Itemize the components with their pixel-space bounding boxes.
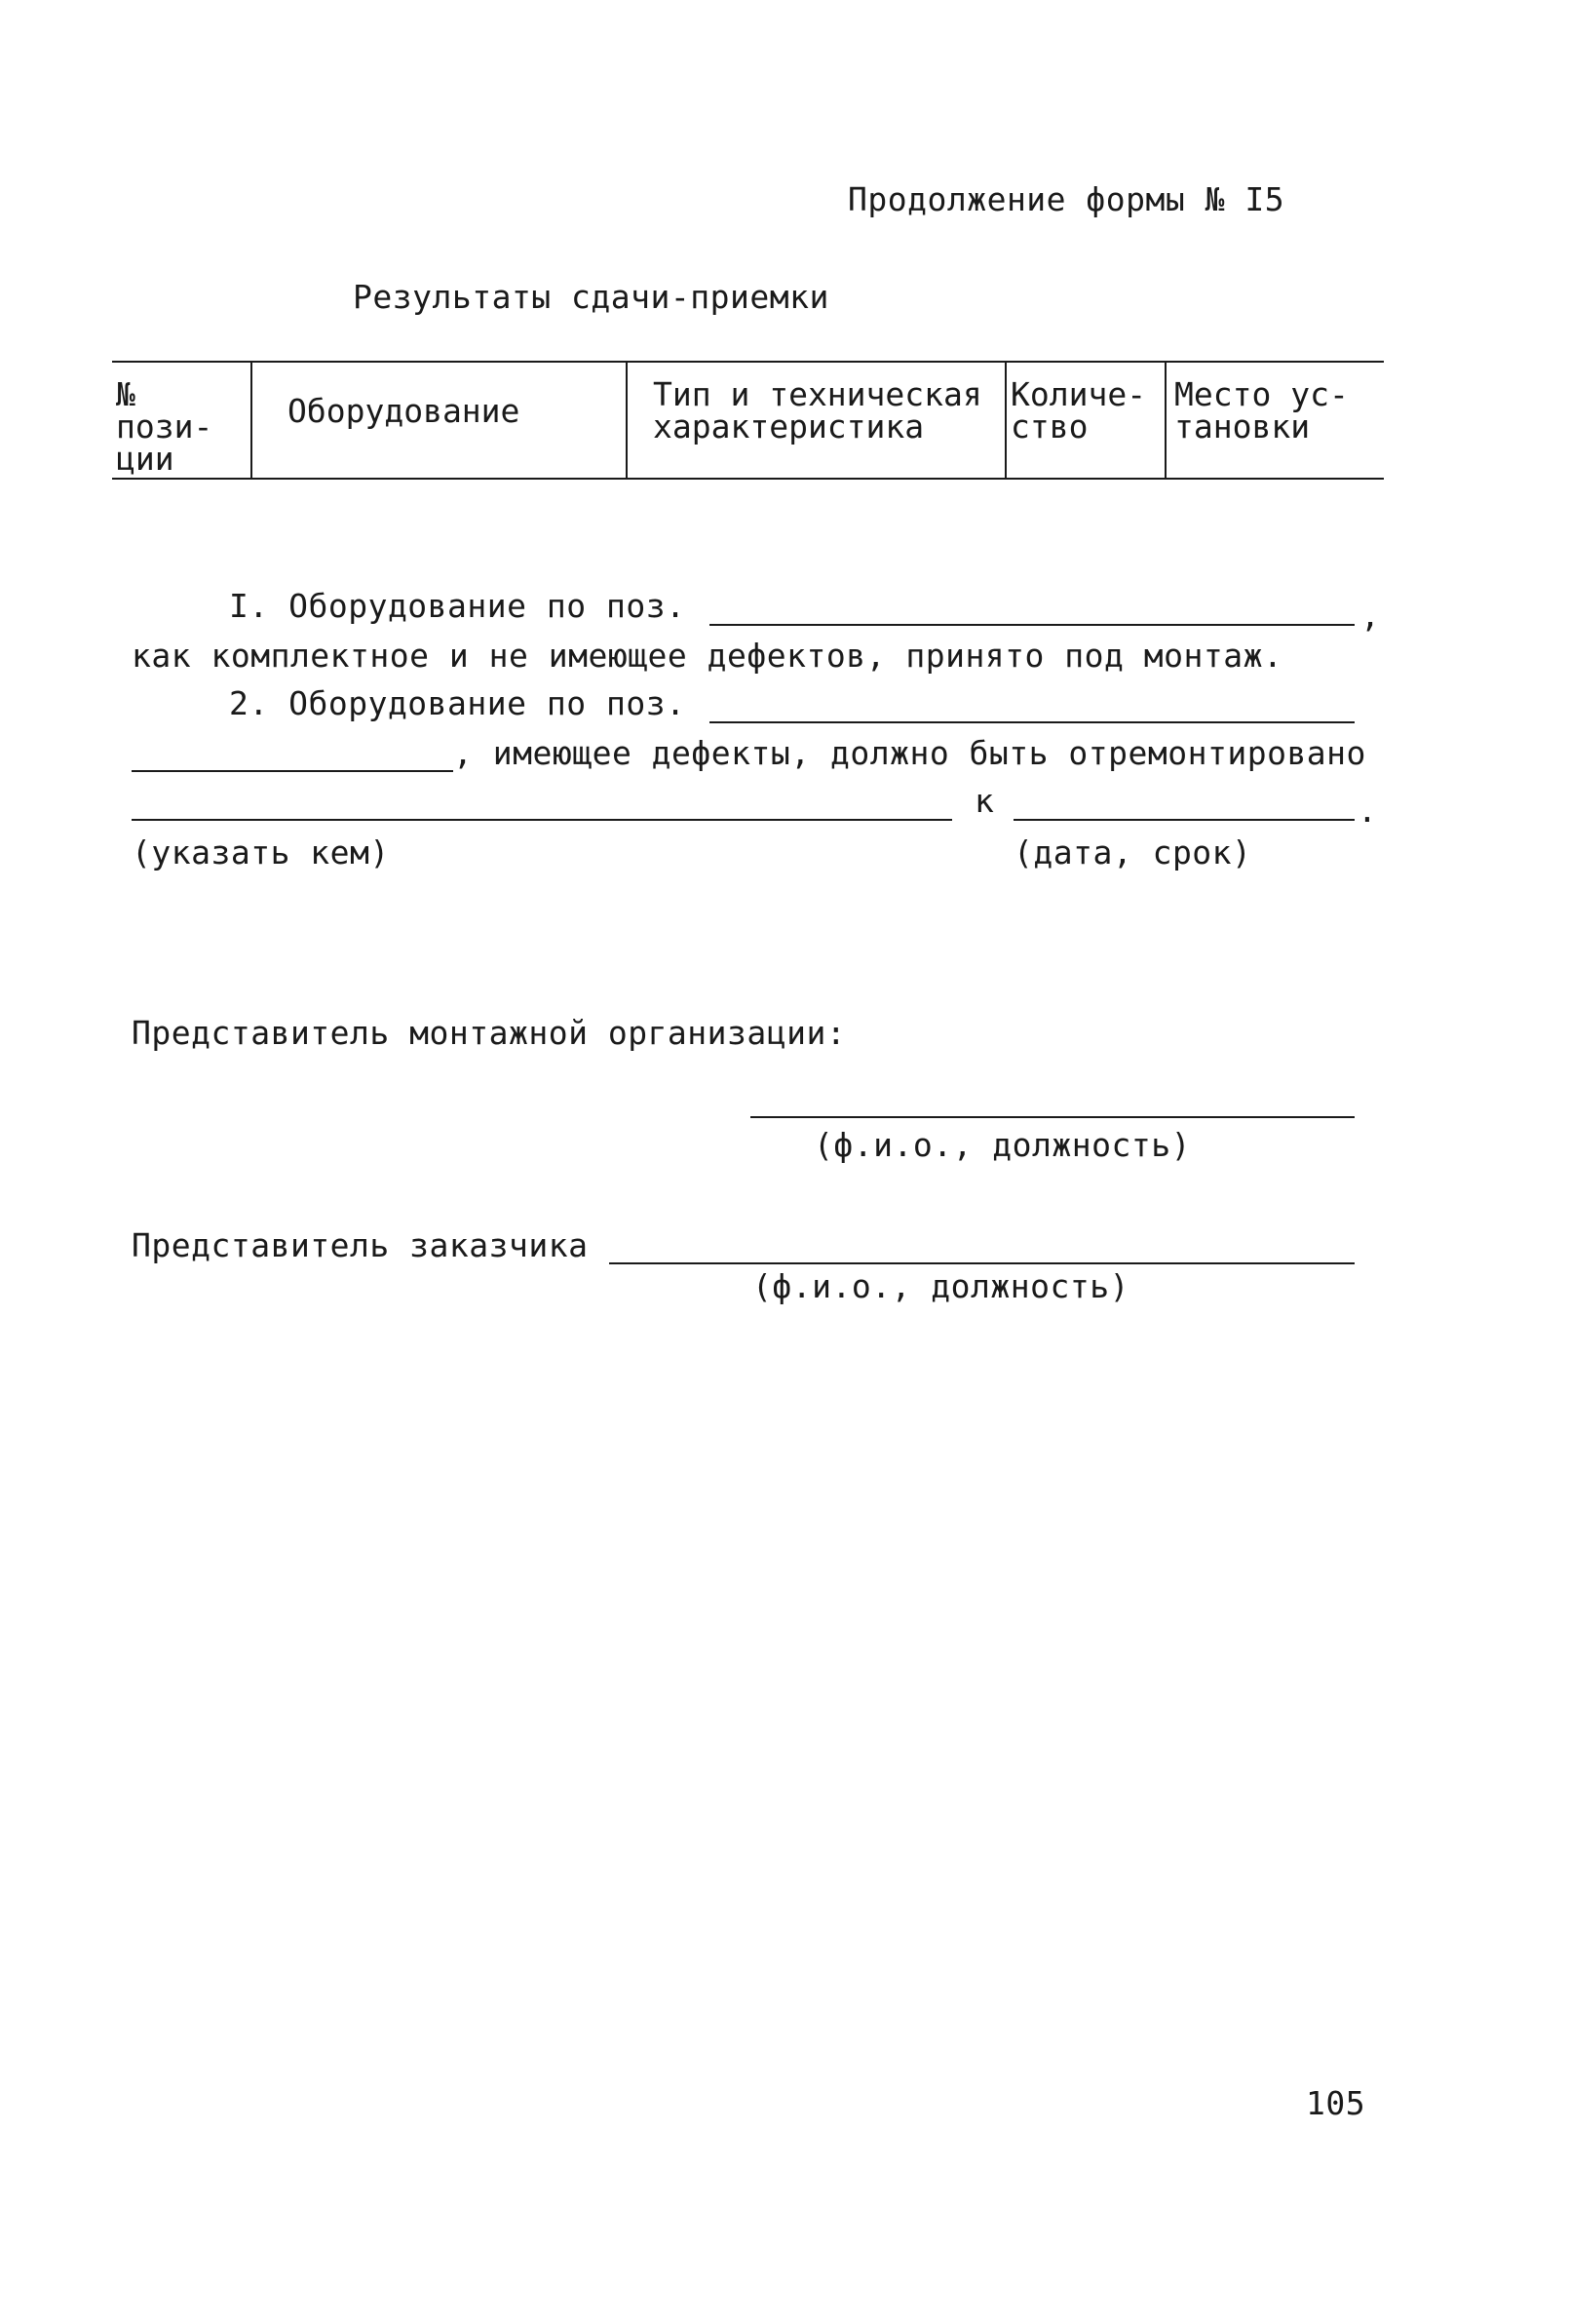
column-header-type: Тип и техническая характеристика bbox=[653, 375, 982, 445]
clause-2-who-blank[interactable] bbox=[132, 819, 952, 821]
clause-2-position-blank-continued[interactable] bbox=[132, 770, 453, 772]
customer-rep-signature-line[interactable] bbox=[609, 1262, 1355, 1264]
results-table-header bbox=[112, 361, 1384, 483]
clause-1-comma: , bbox=[1360, 597, 1381, 635]
clause-2-position-blank[interactable] bbox=[709, 721, 1355, 723]
table-divider bbox=[1165, 361, 1167, 480]
customer-rep-label: Представитель заказчика bbox=[132, 1226, 589, 1264]
clause-2-hint-date: (дата, срок) bbox=[1014, 833, 1252, 872]
table-bottom-rule bbox=[112, 478, 1384, 480]
mounting-rep-label: Представитель монтажной организации: bbox=[132, 1014, 847, 1052]
clause-1-position-blank[interactable] bbox=[709, 624, 1355, 626]
mounting-rep-signature-line[interactable] bbox=[750, 1116, 1355, 1118]
clause-2-date-blank[interactable] bbox=[1014, 819, 1355, 821]
clause-2-hint-who: (указать кем) bbox=[132, 833, 390, 872]
table-top-rule bbox=[112, 361, 1384, 363]
clause-2-line-1: 2. Оборудование по поз. bbox=[229, 684, 686, 722]
column-header-location: Место ус- тановки bbox=[1174, 375, 1349, 445]
continuation-label: Продолжение формы № I5 bbox=[848, 180, 1285, 218]
mounting-rep-hint: (ф.и.о., должность) bbox=[814, 1126, 1191, 1164]
section-title: Результаты сдачи-приемки bbox=[353, 278, 829, 316]
customer-rep-hint: (ф.и.о., должность) bbox=[752, 1267, 1129, 1305]
clause-2-k: к bbox=[975, 782, 995, 820]
clause-2-line-2: , имеющее дефекты, должно быть отремонтировано bbox=[453, 734, 1366, 772]
page-number: 105 bbox=[1306, 2084, 1366, 2122]
table-divider bbox=[626, 361, 628, 480]
table-divider bbox=[1005, 361, 1007, 480]
table-divider bbox=[250, 361, 252, 480]
column-header-equipment: Оборудование bbox=[287, 392, 520, 430]
clause-1-line-1: I. Оборудование по поз. bbox=[229, 587, 686, 625]
clause-2-period: . bbox=[1358, 792, 1378, 830]
clause-1-line-2: как комплектное и не имеющее дефектов, принято под монтаж. bbox=[132, 637, 1283, 675]
column-header-quantity: Количе- ство bbox=[1011, 375, 1147, 445]
column-header-position: № пози- ции bbox=[116, 375, 213, 478]
